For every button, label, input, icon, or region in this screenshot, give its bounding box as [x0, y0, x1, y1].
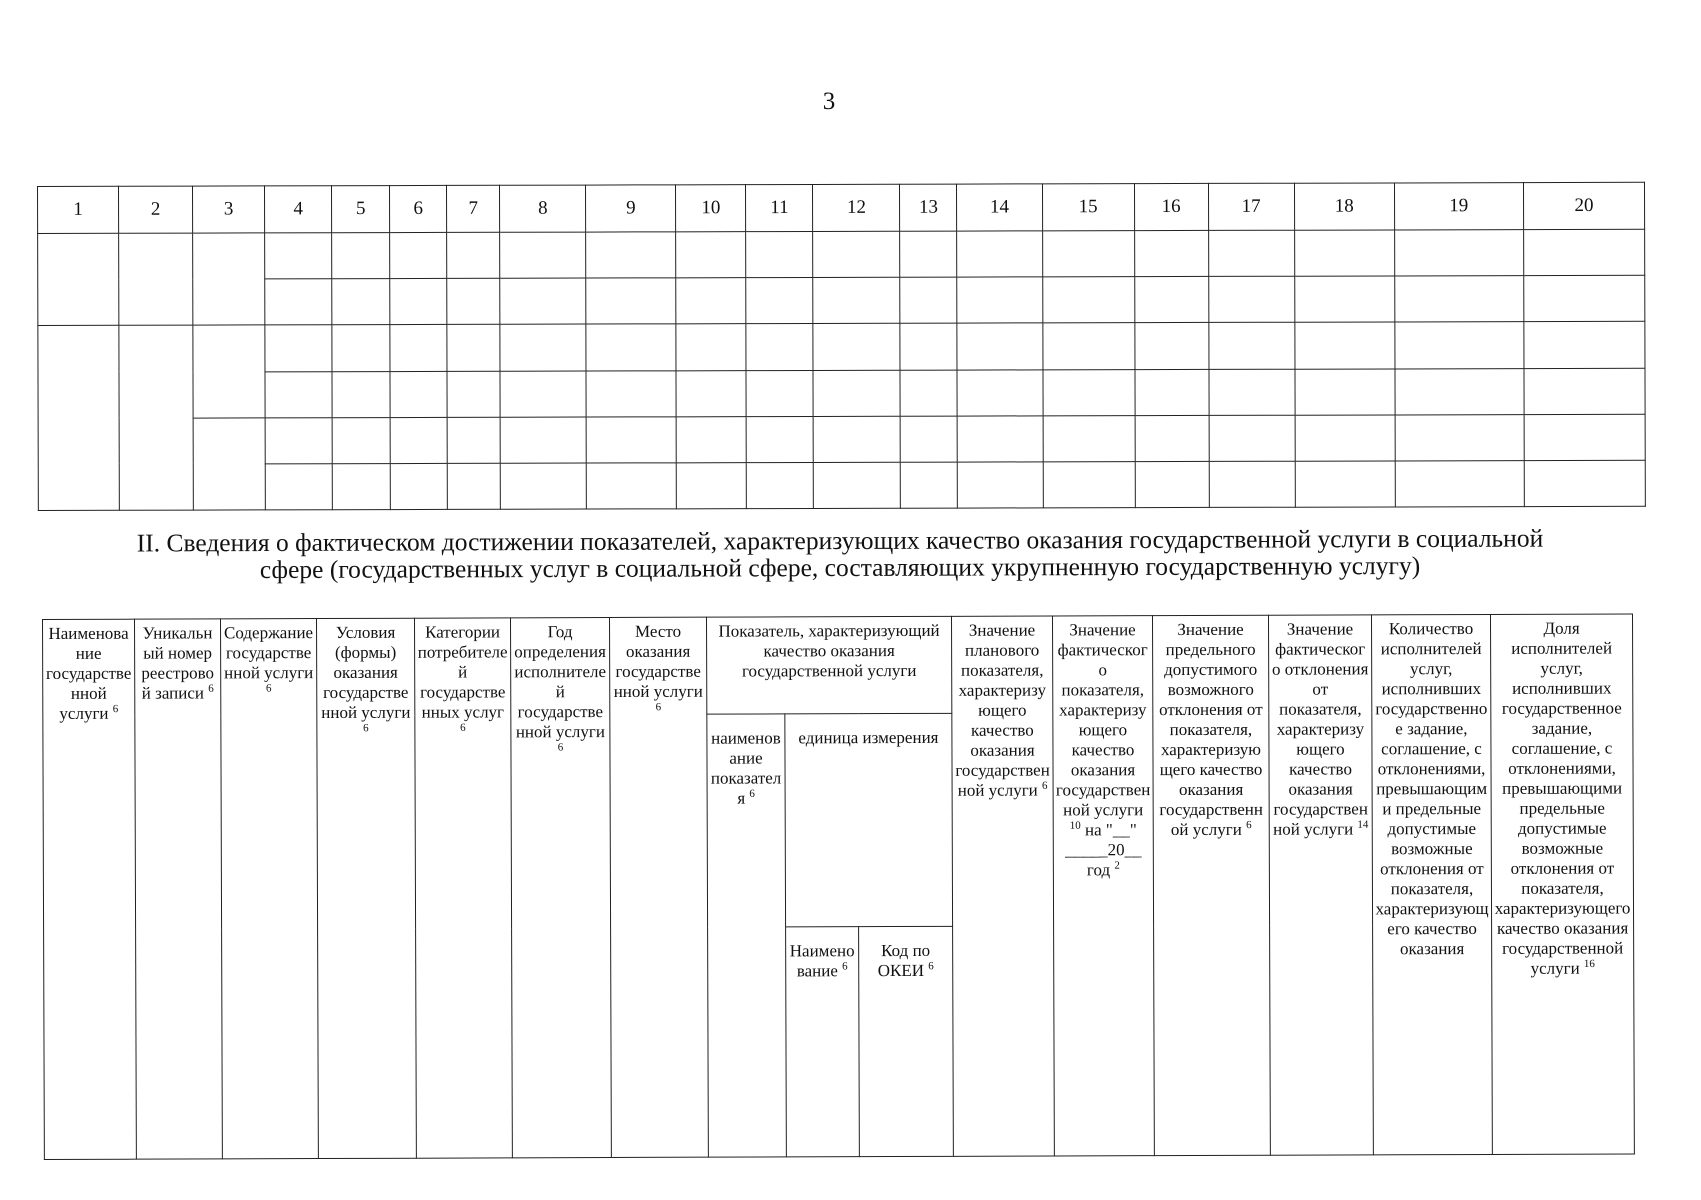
- column-number: 19: [1394, 183, 1523, 230]
- column-number: 16: [1134, 183, 1208, 230]
- header-service-name: Наименование государственной услуги $^6$: [43, 619, 137, 1159]
- section-title-line1: II. Сведения о фактическом достижении показателей, характеризующих качество оказания государственной услуги в социальной: [136, 523, 1544, 558]
- column-number: 5: [332, 186, 390, 233]
- table-row: [38, 322, 1645, 372]
- column-number: 20: [1523, 182, 1644, 229]
- column-number: 9: [586, 185, 676, 232]
- column-number: 14: [957, 184, 1042, 231]
- column-number: 18: [1294, 183, 1394, 230]
- column-number: 11: [746, 184, 813, 231]
- header-indicator-name: наименование показателя $^6$: [707, 714, 787, 1157]
- table-cell: [38, 233, 119, 325]
- table-row: [38, 229, 1645, 279]
- header-unit-group: единица измерения: [785, 713, 953, 927]
- header-actual-deviation: Значение фактического отклонения от показателя, характеризующего качество оказания государственной услуги $^{14}$: [1269, 615, 1374, 1155]
- table-cell: [193, 418, 265, 511]
- column-number: 3: [193, 186, 265, 233]
- header-indicator-group: Показатель, характеризующий качество оказания государственной услуги: [706, 616, 951, 714]
- header-okei-code: Код по ОКЕИ $^6$: [859, 926, 954, 1156]
- header-registry-number: Уникальный номер реестровой записи $^6$: [135, 619, 223, 1159]
- column-number: 10: [676, 185, 746, 232]
- header-actual-value: Значение фактического показателя, характеризующего качество оказания государственной услуги $^{10}$ на "__" _____20__ год $^2$: [1053, 616, 1155, 1156]
- table-row: [38, 414, 1645, 464]
- header-executors-share: Доля исполнителей услуг, исполнивших государственное задание, соглашение, с отклонениями, превышающими предельные допустимые возможные отклонения от показателя, характеризующего качество оказания государственной услуги $^{16}$: [1491, 614, 1635, 1154]
- column-number: 17: [1208, 183, 1294, 230]
- column-number: 2: [119, 186, 193, 233]
- header-consumer-categories: Категории потребителей государственных услуг $^6$: [414, 618, 512, 1158]
- page-number: 3: [822, 88, 836, 115]
- column-number: 15: [1042, 184, 1134, 231]
- column-number: 4: [265, 186, 332, 233]
- column-number: 12: [813, 184, 900, 231]
- column-number: 1: [38, 186, 119, 233]
- section-title: [40, 524, 1640, 584]
- table-cell: [193, 325, 265, 417]
- table-row: [38, 368, 1645, 418]
- column-number-row: [38, 182, 1645, 233]
- header-unit-name: Наименование $^6$: [786, 927, 860, 1157]
- header-executor-year: Год определения исполнителей государственной услуги $^6$: [510, 618, 611, 1158]
- column-number: 8: [500, 185, 586, 232]
- table-cell: [193, 233, 265, 325]
- header-limit-deviation: Значение предельного допустимого возможного отклонения от показателя, характеризующего качество оказания государственной услуги $^6$: [1153, 615, 1271, 1155]
- header-executors-count: Количество исполнителей услуг, исполнивших государственное задание, соглашение, с отклонениями, превышающими предельные допустимые возможные отклонения от показателя, характеризующего качество оказания: [1372, 614, 1493, 1154]
- table-cell: [119, 325, 194, 510]
- table-row: [38, 276, 1645, 326]
- column-number: 6: [390, 185, 447, 232]
- header-service-content: Содержание государственной услуги $^6$: [221, 619, 319, 1159]
- header-planned-value: Значение планового показателя, характеризующего качество оказания государственной услуги $^6$: [952, 616, 1055, 1156]
- table-row: [38, 460, 1645, 510]
- numbered-table: [37, 182, 1646, 511]
- header-service-location: Место оказания государственной услуги $^6$: [609, 617, 708, 1157]
- column-number: 7: [447, 185, 500, 232]
- section-title-line2: сфере (государственных услуг в социальной сфере, составляющих укрупненную государственную услугу): [259, 550, 1421, 585]
- column-number: 13: [900, 184, 957, 231]
- quality-indicators-table: [42, 613, 1635, 1160]
- table-cell: [38, 326, 120, 511]
- table-cell: [119, 233, 193, 325]
- header-service-conditions: Условия (формы) оказания государственной услуги $^6$: [317, 618, 417, 1158]
